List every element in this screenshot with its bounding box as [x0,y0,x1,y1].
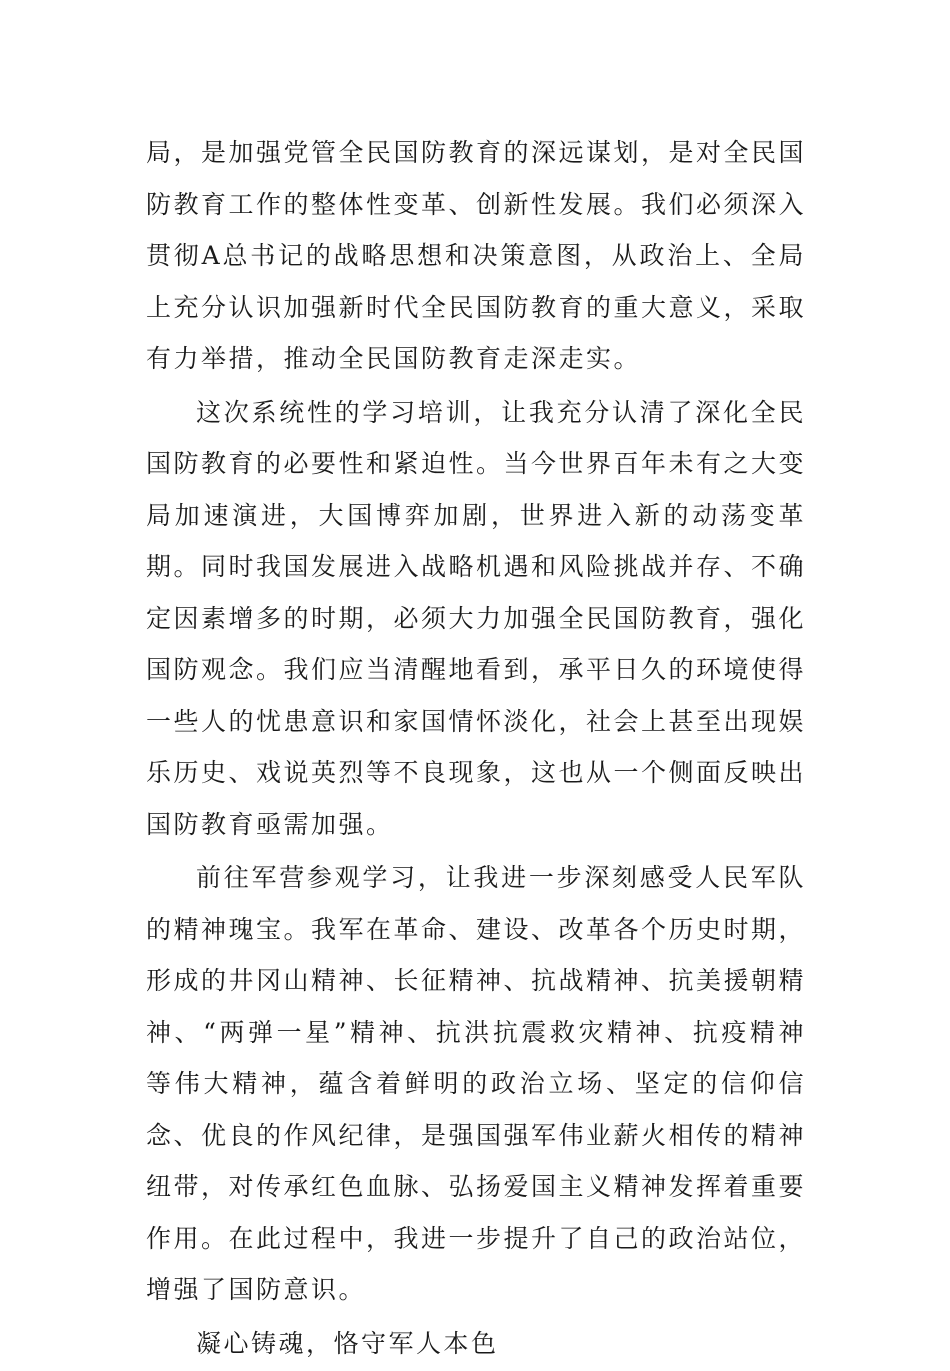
section-heading: 凝心铸魂，恪守军人本色 [196,1328,499,1358]
paragraph-continuation: 局，是加强党管全民国防教育的深远谋划，是对全民国防教育工作的整体性变革、创新性发展。我们必须深入贯彻A总书记的战略思想和决策意图，从政治上、全局上充分认识加强新时代全民国防教育的重大意义，采取有力举措，推动全民国防教育走深走实。 [146,138,807,373]
document-body [146,127,806,1371]
paragraph-barracks-visit: 前往军营参观学习，让我进一步深刻感受人民军队的精神瑰宝。我军在革命、建设、改革各个历史时期，形成的井冈山精神、长征精神、抗战精神、抗美援朝精神、“两弹一星”精神、抗洪抗震救灾精神、抗疫精神等伟大精神，蕴含着鲜明的政治立场、坚定的信仰信念、优良的作风纪律，是强国强军伟业薪火相传的精神纽带，对传承红色血脉、弘扬爱国主义精神发挥着重要作用。在此过程中，我进一步提升了自己的政治站位，增强了国防意识。 [146,863,807,1304]
paragraph-training: 这次系统性的学习培训，让我充分认清了深化全民国防教育的必要性和紧迫性。当今世界百年未有之大变局加速演进，大国博弈加剧，世界进入新的动荡变革期。同时我国发展进入战略机遇和风险挑战并存、不确定因素增多的时期，必须大力加强全民国防教育，强化国防观念。我们应当清醒地看到，承平日久的环境使得一些人的忧患意识和家国情怀淡化，社会上甚至出现娱乐历史、戏说英烈等不良现象，这也从一个侧面反映出国防教育亟需加强。 [146,397,807,839]
